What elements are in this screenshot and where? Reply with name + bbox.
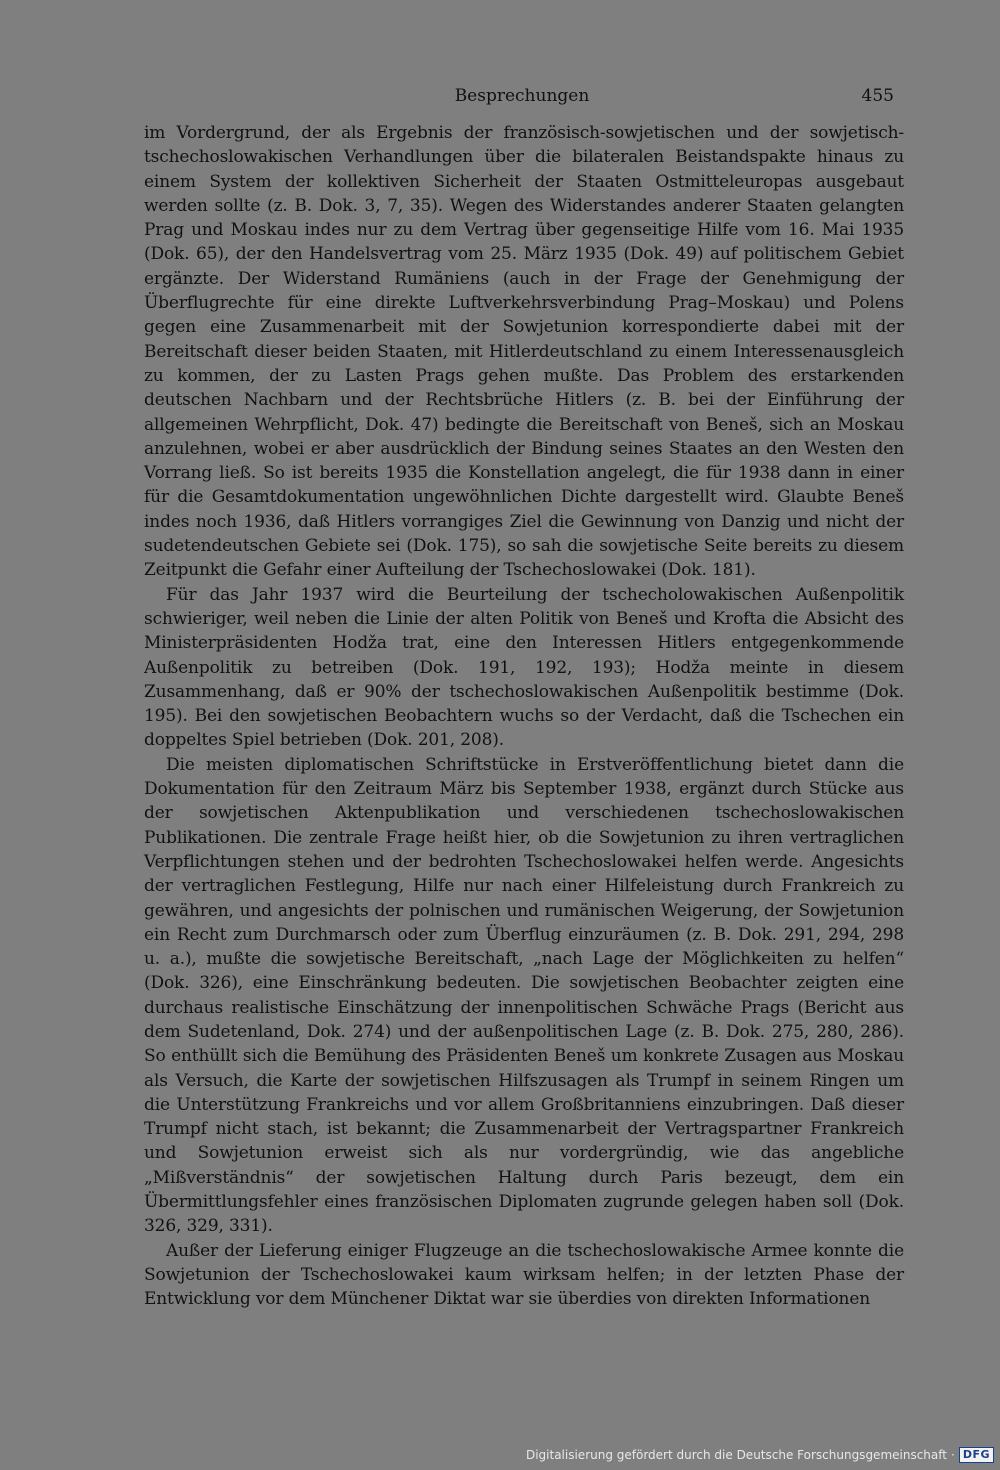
digitization-credit: Digitalisierung gefördert durch die Deutsche Forschungsgemeinschaft · DFG (526, 1446, 994, 1464)
credit-text: Digitalisierung gefördert durch die Deutsche Forschungsgemeinschaft (525, 1448, 947, 1462)
running-head (144, 84, 900, 108)
paragraph: Die meisten diplomatischen Schriftstücke in Erstveröffentlichung bietet dann die Dokumentation für den Zeitraum März bis September 1938, ergänzt durch Stücke aus der sowjetischen Aktenpublikation und verschiedenen tschechoslowakischen Publikationen. Die zentrale Frage heißt hier, ob die Sowjetunion zu ihren vertraglichen Verpflichtungen stehen und der bedrohten Tschechoslowakei helfen werde. Angesichts der vertraglichen Festlegung, Hilfe nur nach einer Hilfeleistung durch Frankreich zu gewähren, und angesichts der polnischen und rumänischen Weigerung, der Sowjetunion ein Recht zum Durchmarsch oder zum Überflug einzuräumen (z. B. Dok. 291, 294, 298 u. a.), mußte die sowjetische Bereitschaft, „nach Lage der Möglichkeiten zu helfen“ (Dok. 326), eine Einschränkung bedeuten. Die sowjetischen Beobachter zeigten eine durchaus realistische Einschätzung der innenpolitischen Schwäche Prags (Bericht aus dem Sudetenland, Dok. 274) und der außenpolitischen Lage (z. B. Dok. 275, 280, 286). So enthüllt sich die Bemühung des Präsidenten Beneš um konkrete Zusagen aus Moskau als Versuch, die Karte der sowjetischen Hilfszusagen als Trumpf in seinem Ringen um die Unterstützung Frankreichs und vor allem Großbritanniens einzubringen. Daß dieser Trumpf nicht stach, ist bekannt; die Zusammenarbeit der Vertragspartner Frankreich und Sowjetunion erweist sich als nur vordergründig, wie das angebliche „Mißverständnis“ der sowjetischen Haltung durch Paris bezeugt, dem ein Übermittlungsfehler eines französischen Diplomaten zugrunde gelegen haben soll (Dok. 326, 329, 331). (144, 754, 904, 1237)
page-number: 455 (861, 86, 894, 106)
paragraph: im Vordergrund, der als Ergebnis der französisch-sowjetischen und der sowjetisch-tschechoslowakischen Verhandlungen über die bilateralen Beistandspakte hinaus zu einem System der kollektiven Sicherheit der Staaten Ostmitteleuropas ausgebaut werden sollte (z. B. Dok. 3, 7, 35). Wegen des Widerstandes anderer Staaten gelangten Prag und Moskau indes nur zu dem Vertrag über gegenseitige Hilfe vom 16. Mai 1935 (Dok. 65), der den Handelsvertrag vom 25. März 1935 (Dok. 49) auf politischem Gebiet ergänzte. Der Widerstand Rumäniens (auch in der Frage der Genehmigung der Überflugrechte für eine direkte Luftverkehrsverbindung Prag–Moskau) und Polens gegen eine Zusammenarbeit mit der Sowjetunion korrespondierte dabei mit der Bereitschaft dieser beiden Staaten, mit Hitlerdeutschland zu einem Interessenausgleich zu kommen, der zu Lasten Prags gehen mußte. Das Problem des erstarkenden deutschen Nachbarn und der Rechtsbrüche Hitlers (z. B. bei der Einführung der allgemeinen Wehrpflicht, Dok. 47) bedingte die Bereitschaft von Beneš, sich an Moskau anzulehnen, wobei er aber ausdrücklich der Bindung seines Staates an den Westen den Vorrang ließ. So ist bereits 1935 die Konstellation angelegt, die für 1938 dann in einer für die Gesamtdokumentation ungewöhnlichen Dichte dargestellt wird. Glaubte Beneš indes noch 1936, daß Hitlers vorrangiges Ziel die Gewinnung von Danzig und nicht der sudetendeutschen Gebiete sei (Dok. 175), so sah die sowjetische Seite bereits zu diesem Zeitpunkt die Gefahr einer Aufteilung der Tschechoslowakei (Dok. 181). (144, 123, 904, 581)
paragraph: Für das Jahr 1937 wird die Beurteilung der tschecholowakischen Außenpolitik schwieriger, weil neben die Linie der alten Politik von Beneš und Krofta die Absicht des Ministerpräsidenten Hodža trat, eine den Interessen Hitlers entgegenkommende Außenpolitik zu betreiben (Dok. 191, 192, 193); Hodža meinte in diesem Zusammenhang, daß er 90% der tschechoslowakischen Außenpolitik bestimme (Dok. 195). Bei den sowjetischen Beobachtern wuchs so der Verdacht, daß die Tschechen ein doppeltes Spiel betrieben (Dok. 201, 208). (144, 584, 904, 751)
paragraph: Außer der Lieferung einiger Flugzeuge an die tschechoslowakische Armee konnte die Sowjetunion der Tschechoslowakei kaum wirksam helfen; in der letzten Phase der Entwicklung vor dem Münchener Diktat war sie überdies von direkten Informationen (144, 1240, 904, 1310)
body-text (144, 121, 904, 1312)
dfg-logo-icon: DFG (959, 1447, 994, 1463)
running-title: Besprechungen (454, 86, 590, 106)
